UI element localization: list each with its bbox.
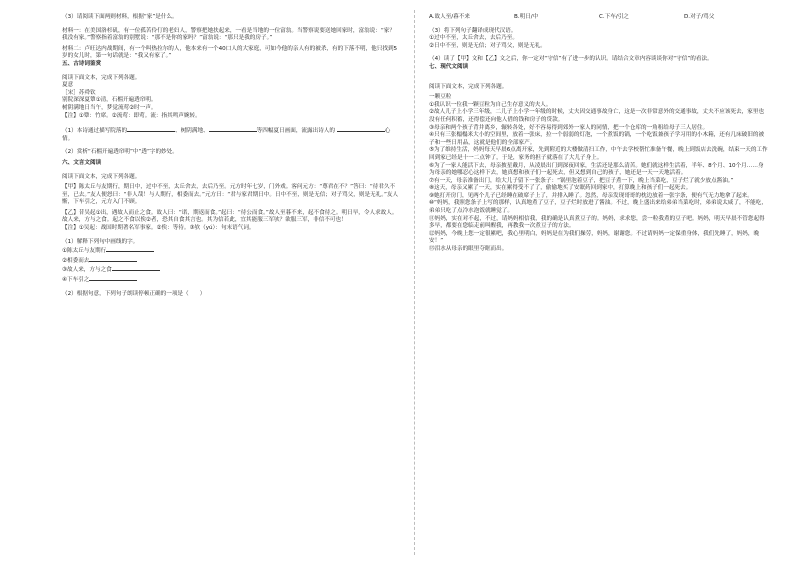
poem-note: 【注】①簟：竹席。②流莺：即莺。流：指其鸣声婉转。 xyxy=(62,112,201,119)
section-five-heading: 五、古诗词鉴赏 xyxy=(62,60,102,67)
classical-question-1: （1）解释下列句中画线的字。 xyxy=(62,238,139,245)
answer-blank[interactable] xyxy=(106,246,154,252)
article-title: 一颗豆粒 xyxy=(429,94,452,101)
article-paragraph: ⑬泪水从母亲的眼里夺眶而出。 xyxy=(429,246,508,253)
article-paragraph: ⑪妈妈，实在对不起，不过，请妈妈相信我，我的确是认真煮豆子的。妈妈，求求您，尝一粒我煮的豆子吧。妈妈，明天早晨不管您起得多早，都要在您临走前叫醒我，再教我一次煮豆子的方法。 xyxy=(429,215,765,230)
article-paragraph: ⑩“妈妈，我照您条子上写的那样，认真地煮了豆子，豆子烂时放进了酱油。不过，晚上盛出来给弟弟当菜吃时，弟弟说太咸了，不能吃，弟弟只吃了点冷水泡饭就睡觉了。 xyxy=(429,200,767,215)
poem-question-1: （1）本诗通过描写院落的 、树阴满地、 等四幅夏日画面，流露出诗人的 心情。 xyxy=(62,128,391,142)
option-c[interactable]: C.下车/引之 xyxy=(599,14,629,20)
section-six-heading: 六、文言文阅读 xyxy=(62,159,102,166)
right-column xyxy=(429,14,769,254)
poem-title: 夏意 xyxy=(62,82,74,89)
passage-yi: 【乙】昔吴起①出，遇故人而止之食。故人曰：“诺，期返而食。”起曰：“待公而食。”故人至暮不来，起不食待之。明日早，令人求故人。故人来，方与之食。起之不食以俟②者，恐其自食其言也。其为信若此，宜其能服三军欤？欲服三军，非信不可也！ xyxy=(62,209,398,224)
choice-options xyxy=(429,14,769,22)
left-column xyxy=(62,14,400,298)
passage-jia: 【甲】陈太丘与友期行，期日中，过中不至，太丘舍去，去后乃至。元方时年七岁，门外戏。客问元方：“尊君在不？”答曰：“待君久不至，已去。”友人便怒曰：“非人哉！与人期行，相委而去。”元方曰：“君与家君期日中。日中不至，则是无信；对子骂父，则是无礼。”友人惭，下车引之，元方入门不顾。 xyxy=(62,184,399,206)
question-home-intro: （3）请阅读下面两则材料，根据“家”是什么。 xyxy=(62,14,178,20)
article-paragraph: ①我认识一位我一颗豆粒为自己生存意义的夫人。 xyxy=(429,101,552,108)
column-divider xyxy=(414,10,415,555)
poem-line-1: 别院深深夏簟①清，石榴开遍透帘明。 xyxy=(62,97,157,104)
answer-blank[interactable] xyxy=(112,265,160,271)
classical-q1-item-1: ①陈太丘与友期行 xyxy=(62,246,400,256)
classical-q1-item-3: ③故人来，方与之食 xyxy=(62,265,400,275)
material-two: 材料二：卢旺达内战期间，有一个叫热拉尔的人，他本来有一个40口人的大家庭，可如今他的亲人有的被杀，有的下落不明，他只找到5岁的女儿时，第一句话就是：“我又有家了。” xyxy=(62,45,398,60)
section-seven-heading: 七、现代文阅读 xyxy=(429,63,469,70)
poem-question-2: （2）赏析“石榴开遍透帘明”中“透”字的妙处。 xyxy=(62,149,178,156)
passage-yi-note: 【注】①吴起：战国时期著名军事家。②俟：等待。③欤（yú）：句末语气词。 xyxy=(62,225,255,232)
classical-q1-item-4: ④下车引之 xyxy=(62,275,400,285)
article-paragraph: ②故人儿子上小学三年级，二儿子上小学一年级的时候，丈夫因交通事故身亡，这是一次非常意外的交通事故，丈夫不应该死去，家里也没有任何积蓄，还得偿还向他人借的钱和房子的贷款。 xyxy=(429,109,765,123)
classical-question-3: （3）将下列句子翻译成现代汉语。 xyxy=(429,27,517,34)
classical-q1-item-2: ②相委而去 xyxy=(62,256,400,266)
answer-blank[interactable] xyxy=(89,275,137,281)
classical-question-2: （2）根据句意，下列句子朗读停顿正确的一项是（ ） xyxy=(62,290,206,297)
poem-author: ［宋］苏舜钦 xyxy=(62,89,96,96)
article-paragraph: ⑫妈妈，今晚上您一定很累吧，我心里明白，妈妈是在为我们操劳，妈妈，谢谢您。不过请妈妈一定保重身体，我们先睡了，妈妈，晚安！” xyxy=(429,230,760,245)
article-paragraph: ⑦有一天，母亲准备出门，给大儿子留下一张条子：“锅里泡着豆子，把豆子煮一下，晚上当菜吃，豆子烂了就少放点酱油。” xyxy=(429,177,734,184)
modern-intro: 阅读下面文本，完成下列各题。 xyxy=(429,83,508,90)
article-paragraph: ⑥为了一家人能活下去，母亲披星戴月，从凌晨出门到深夜回家，生活还是那么清苦。她们就这样生活着，半年、8个月、10个月……身为母亲的她哪忍心这样下去，她真想和孩子们一起死去，但又想到自己的孩子，她还是一天一天地活着。 xyxy=(429,162,764,177)
article-paragraph: ③母亲和两个孩子背井离乡，辗转各处，好不容易得到郊外一家人的同情，把一个仓库的一角租给母子三人居住。 xyxy=(429,124,709,131)
poem-line-2: 树阴满地日当午，梦觉流莺②时一声。 xyxy=(62,104,157,111)
answer-blank[interactable] xyxy=(209,126,257,132)
poem-intro: 阅读下面文本，完成下列各题。 xyxy=(62,74,141,81)
article-paragraph: ④只有三张榻榻米大小的空间里，放着一张床，拉一个弱弱的灯泡，一个煮饭的锅，一个吃饭兼孩子学习用的小木箱，还有几床破旧的被子和一些日用品，这就是他们的全部家产。 xyxy=(429,132,765,146)
classical-question-4: （4）读了【甲】文和【乙】文之后，你一定对“守信”有了进一步的认识。请结合文章内容谈谈你对“守信”的看法。 xyxy=(429,56,713,63)
material-one: 材料一：在美国洛杉矶，有一位孤苦伶仃的老妇人，警察把她扶起来，一看是当地的一位富翁。当警察说要送她回家时，富翁说：“家？我没有家。”警察指着富翁的别墅说：“那不是你的家吗？”富翁说：“那只是我的房子。” xyxy=(62,27,395,42)
classical-intro: 阅读下面文本，完成下列各题。 xyxy=(62,173,141,180)
option-b[interactable]: B.明日/中 xyxy=(514,14,539,20)
answer-blank[interactable] xyxy=(89,256,137,262)
article-paragraph: ⑧这天，母亲又累了一天，实在累得受不了了，偷偷地买了安眠药回到家中，打算晚上和孩子们一起死去。 xyxy=(429,185,692,192)
article-paragraph: ⑨她打开房门，见两个儿子已经睡在破席子上了，并排入睡了。忽然，母亲发现哥哥的枕边放着一张字条，便有气无力地拿了起来。 xyxy=(429,192,753,199)
classical-q3-item-1: ①过中不至，太丘舍去，去后乃至。 xyxy=(429,35,518,42)
option-d[interactable]: D.对子/骂父 xyxy=(684,14,715,20)
answer-blank[interactable] xyxy=(337,126,385,132)
option-a[interactable]: A.故人至/暮不来 xyxy=(429,14,470,20)
answer-blank[interactable] xyxy=(127,126,175,132)
classical-q3-item-2: ②日中不至，则是无信；对子骂父，则是无礼。 xyxy=(429,42,546,49)
article-paragraph: ⑤为了维持生活，妈妈每天早晨6点离开家，先到附近的大楼做清扫工作，中午去学校帮忙准备午餐，晚上到饭店去洗碗，结束一天的工作回到家已经是十一二点钟了，于是，家务的担子就落在了大儿子身上。 xyxy=(429,147,768,161)
